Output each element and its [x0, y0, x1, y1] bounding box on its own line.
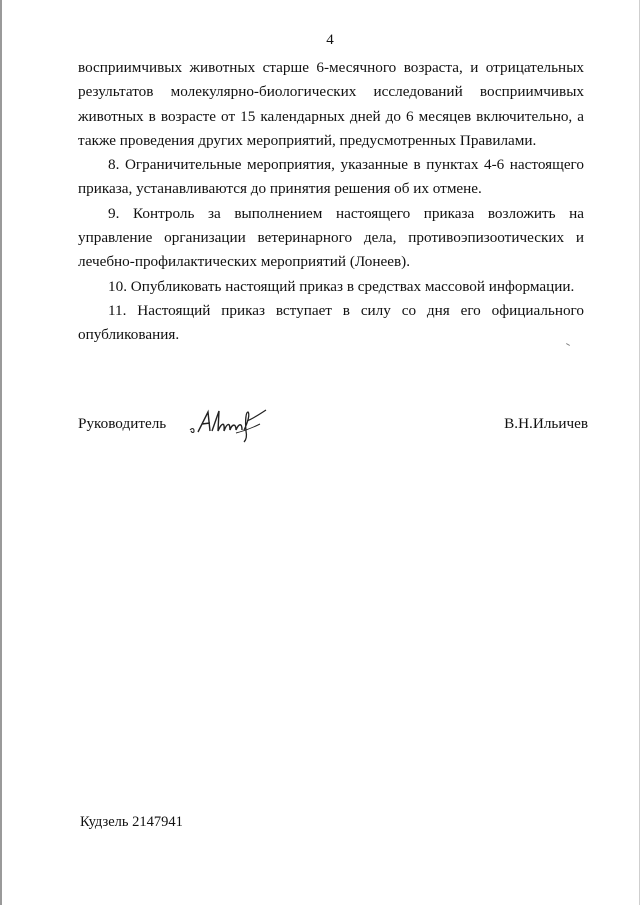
page-number: 4 [326, 32, 334, 48]
handwritten-signature [186, 404, 268, 444]
signatory-name: В.Н.Ильичев [504, 415, 588, 432]
paragraph-item-10: 10. Опубликовать настоящий приказ в средствах массовой информации. [108, 277, 575, 295]
paragraph-item-11: 11. Настоящий приказ вступает в силу со дня его официального опубликования. [78, 301, 584, 344]
scan-edge-left [0, 0, 2, 905]
document-body [78, 56, 584, 348]
paragraph-continuation: восприимчивых животных старше 6-месячного возраста, и отрицательных результатов молекулярно-биологических исследований восприимчивых животных в возрасте от 15 календарных дней до 6 месяцев включительно, а также проведения других мероприятий, предусмотренных Правилами. [78, 59, 584, 149]
paragraph-item-9: 9. Контроль за выполнением настоящего приказа возложить на управление организации ветеринарного дела, противоэпизоотических и лечебно-профилактических мероприятий (Лонеев). [78, 204, 584, 271]
signature-block [78, 408, 588, 448]
paragraph-item-8: 8. Ограничительные мероприятия, указанные в пунктах 4-6 настоящего приказа, устанавливаются до принятия решения об их отмене. [78, 156, 584, 198]
executor-note: Кудзель 2147941 [80, 814, 183, 830]
signatory-title: Руководитель [78, 415, 167, 432]
